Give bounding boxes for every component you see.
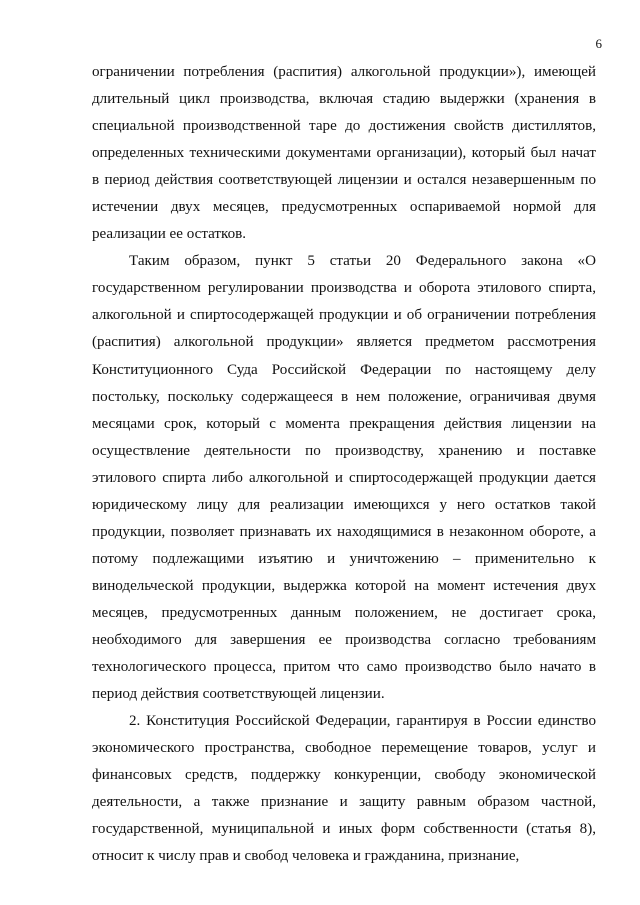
paragraph-conclusion: Таким образом, пункт 5 статьи 20 Федерального закона «О государственном регулировании производства и оборота этилового спирта, алкогольной и спиртосодержащей продукции и об ограничении потребления (распития) алкогольной продукции» является предметом рассмотрения Конституционного Суда Российской Федерации по настоящему делу постольку, поскольку содержащееся в нем положение, ограничивая двумя месяцами срок, который с момента прекращения действия лицензии на осуществление деятельности по производству, хранению и поставке этилового спирта либо алкогольной и спиртосодержащей продукции дается юридическому лицу для реализации имеющихся у него остатков такой продукции, позволяет признавать их находящимися в незаконном обороте, а потому подлежащими изъятию и уничтожению – применительно к винодельческой продукции, выдержка которой на момент истечения двух месяцев, предусмотренных данным положением, не достигает срока, необходимого для завершения ее производства согласно требованиям технологического процесса, притом что само производство было начато в период действия соответствующей лицензии. xyxy=(92,253,596,703)
body-text xyxy=(92,59,596,870)
paragraph-continuation: ограничении потребления (распития) алкогольной продукции»), имеющей длительный цикл производства, включая стадию выдержки (хранения в специальной производственной таре до достижения свойств дистиллятов, определенных техническими документами организации), который был начат в период действия соответствующей лицензии и остался незавершенным по истечении двух месяцев, предусмотренных оспариваемой нормой для реализации ее остатков. xyxy=(92,64,596,243)
page-number: 6 xyxy=(595,36,602,51)
paragraph-section-2: 2. Конституция Российской Федерации, гарантируя в России единство экономического пространства, свободное перемещение товаров, услуг и финансовых средств, поддержку конкуренции, свободу экономической деятельности, а также признание и защиту равным образом частной, государственной, муниципальной и иных форм собственности (статья 8), относит к числу прав и свобод человека и гражданина, признание, xyxy=(92,713,596,865)
